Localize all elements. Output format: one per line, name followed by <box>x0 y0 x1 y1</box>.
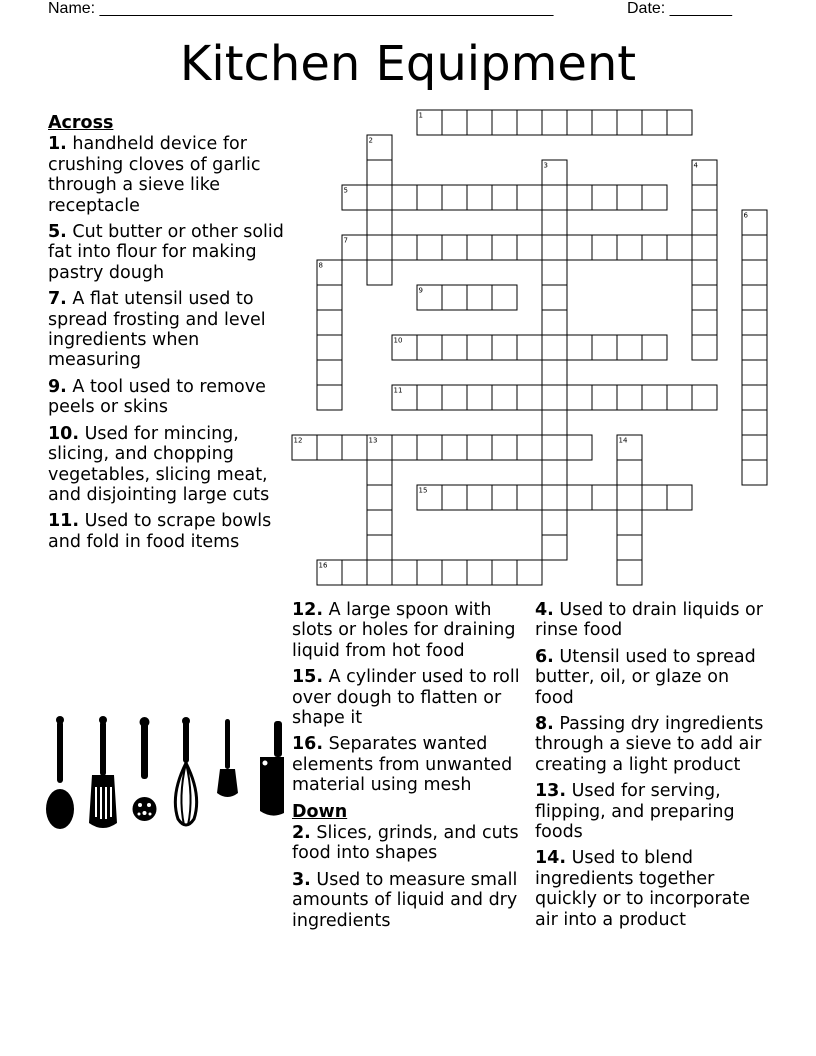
clue-text: A large spoon with slots or holes for draining liquid from hot food <box>292 600 516 661</box>
grid-cell[interactable] <box>667 110 692 135</box>
clue-text: handheld device for crushing cloves of garlic through a sieve like receptacle <box>48 134 261 216</box>
cell-number: 11 <box>393 386 403 395</box>
cell-number: 14 <box>618 436 628 445</box>
across-clue <box>48 511 284 552</box>
clue-text: A tool used to remove peels or skins <box>48 376 266 418</box>
clue-number: 4. <box>535 600 554 620</box>
across-clue <box>292 734 528 795</box>
clue-number: 1. <box>48 134 67 155</box>
grid-cell[interactable] <box>317 360 342 385</box>
grid-cell[interactable] <box>517 385 542 410</box>
cell-number: 1 <box>418 111 423 120</box>
grid-cell[interactable] <box>742 285 767 310</box>
grid-cell[interactable] <box>742 260 767 285</box>
grid-cell[interactable] <box>492 185 517 210</box>
grid-cell[interactable] <box>567 235 592 260</box>
grid-cell[interactable] <box>517 485 542 510</box>
down-clue <box>292 823 528 864</box>
cell-number: 6 <box>743 211 748 220</box>
grid-cell[interactable] <box>442 285 467 310</box>
clue-number: 12. <box>292 600 324 620</box>
grid-cell[interactable] <box>667 235 692 260</box>
page-title: Kitchen Equipment <box>179 36 637 92</box>
grid-cell[interactable] <box>642 385 667 410</box>
clue-number: 5. <box>48 222 67 243</box>
clue-number: 16. <box>292 734 324 755</box>
clue-text: Separates wanted elements from unwanted material using mesh <box>292 734 513 796</box>
clue-text: Used to scrape bowls and fold in food items <box>48 511 272 552</box>
grid-cell[interactable] <box>742 410 767 435</box>
grid-cell[interactable] <box>467 335 492 360</box>
grid-cell[interactable] <box>692 335 717 360</box>
grid-cell[interactable] <box>317 435 342 460</box>
grid-cell[interactable] <box>442 560 467 585</box>
cell-number: 7 <box>343 236 348 245</box>
grid-cell[interactable] <box>442 435 467 460</box>
grid-cell[interactable] <box>542 460 567 485</box>
grid-cell[interactable] <box>517 435 542 460</box>
spatula-icon <box>217 719 238 797</box>
grid-cell[interactable] <box>442 110 467 135</box>
across-clues <box>48 113 284 558</box>
slotted-spoon-icon <box>133 717 157 821</box>
grid-cell[interactable] <box>742 360 767 385</box>
grid-cell[interactable] <box>492 235 517 260</box>
grid-cell[interactable] <box>342 435 367 460</box>
grid-cell[interactable] <box>617 535 642 560</box>
grid-cell[interactable] <box>617 510 642 535</box>
grid-cell[interactable] <box>542 210 567 235</box>
clue-text: A flat utensil used to spread frosting and level ingredients when measuring <box>48 289 266 371</box>
grid-cell[interactable] <box>642 335 667 360</box>
grid-cell[interactable] <box>467 110 492 135</box>
grid-cell[interactable] <box>617 460 642 485</box>
grid-cell[interactable] <box>392 235 417 260</box>
clue-text: Used for mincing, slicing, and chopping vegetables, slicing meat, and disjointing large cuts <box>48 423 270 505</box>
across-clue <box>48 289 284 371</box>
grid-cell[interactable] <box>592 185 617 210</box>
grid-cell[interactable] <box>517 560 542 585</box>
grid-cell[interactable] <box>617 235 642 260</box>
clue-text: Utensil used to spread butter, oil, or glaze on food <box>535 646 756 708</box>
cell-number: 2 <box>368 136 373 145</box>
grid-cell[interactable] <box>742 310 767 335</box>
grid-cell[interactable] <box>542 385 567 410</box>
grid-cell[interactable] <box>492 385 517 410</box>
grid-cell[interactable] <box>467 485 492 510</box>
grid-cell[interactable] <box>367 510 392 535</box>
grid-cell[interactable] <box>742 385 767 410</box>
cell-number: 10 <box>393 336 403 345</box>
clue-text: Slices, grinds, and cuts food into shapes <box>292 823 519 864</box>
clue-number: 6. <box>535 646 554 667</box>
cell-number: 16 <box>318 561 328 570</box>
slotted-turner-icon <box>89 716 117 828</box>
down-clue <box>535 600 771 641</box>
grid-cell[interactable] <box>367 485 392 510</box>
grid-cell[interactable] <box>617 560 642 585</box>
grid-cell[interactable] <box>367 260 392 285</box>
grid-cell[interactable] <box>467 185 492 210</box>
grid-cell[interactable] <box>517 110 542 135</box>
grid-cell[interactable] <box>692 385 717 410</box>
grid-cell[interactable] <box>642 235 667 260</box>
grid-cell[interactable] <box>617 185 642 210</box>
down-heading: Down <box>292 801 348 822</box>
down-clue <box>535 781 771 842</box>
grid-cell[interactable] <box>542 435 567 460</box>
across-clue <box>48 377 284 418</box>
grid-cell[interactable] <box>417 385 442 410</box>
grid-cell[interactable] <box>442 385 467 410</box>
clue-number: 11. <box>48 511 80 532</box>
clue-number: 10. <box>48 423 80 444</box>
grid-cell[interactable] <box>542 335 567 360</box>
grid-cell[interactable] <box>742 435 767 460</box>
grid-cell[interactable] <box>692 235 717 260</box>
grid-cell[interactable] <box>542 110 567 135</box>
cell-number: 15 <box>418 486 428 495</box>
whisk-icon <box>175 717 196 825</box>
grid-cell[interactable] <box>542 510 567 535</box>
grid-cell[interactable] <box>467 385 492 410</box>
grid-cell[interactable] <box>392 435 417 460</box>
grid-cell[interactable] <box>542 485 567 510</box>
grid-cell[interactable] <box>367 460 392 485</box>
grid-cell[interactable] <box>367 185 392 210</box>
clue-text: Used for serving, flipping, and preparing foods <box>535 781 735 843</box>
grid-cell[interactable] <box>467 435 492 460</box>
grid-cell[interactable] <box>567 335 592 360</box>
grid-cell[interactable] <box>742 235 767 260</box>
grid-cell[interactable] <box>692 260 717 285</box>
grid-cell[interactable] <box>592 385 617 410</box>
ladle-icon <box>46 716 74 829</box>
cleaver-icon <box>260 721 284 816</box>
grid-cell[interactable] <box>592 235 617 260</box>
grid-cell[interactable] <box>567 435 592 460</box>
grid-cell[interactable] <box>317 285 342 310</box>
grid-cell[interactable] <box>692 285 717 310</box>
grid-cell[interactable] <box>517 335 542 360</box>
grid-cell[interactable] <box>492 485 517 510</box>
grid-cell[interactable] <box>542 260 567 285</box>
clue-number: 9. <box>48 376 67 397</box>
grid-cell[interactable] <box>542 185 567 210</box>
cell-number: 4 <box>693 161 698 170</box>
grid-cell[interactable] <box>567 485 592 510</box>
grid-cell[interactable] <box>567 385 592 410</box>
grid-cell[interactable] <box>517 185 542 210</box>
grid-cell[interactable] <box>667 385 692 410</box>
grid-cell[interactable] <box>492 335 517 360</box>
down-clue <box>535 714 771 775</box>
grid-cell[interactable] <box>542 410 567 435</box>
grid-cell[interactable] <box>367 535 392 560</box>
grid-cell[interactable] <box>417 335 442 360</box>
down-clues-continued <box>535 600 771 936</box>
grid-cell[interactable] <box>442 235 467 260</box>
across-clue <box>48 424 284 506</box>
grid-cell[interactable] <box>392 560 417 585</box>
grid-cell[interactable] <box>542 360 567 385</box>
across-clue <box>48 134 284 216</box>
clue-text: Cut butter or other solid fat into flour for making pastry dough <box>48 222 284 283</box>
grid-cell[interactable] <box>742 460 767 485</box>
clue-text: A cylinder used to roll over dough to flatten or shape it <box>292 667 520 729</box>
grid-cell[interactable] <box>692 310 717 335</box>
grid-cell[interactable] <box>642 185 667 210</box>
down-clue <box>535 647 771 708</box>
grid-cell[interactable] <box>467 560 492 585</box>
clue-text: Used to drain liquids or rinse food <box>535 600 763 641</box>
grid-cell[interactable] <box>467 285 492 310</box>
clue-number: 2. <box>292 823 311 844</box>
grid-cell[interactable] <box>692 185 717 210</box>
cell-number: 8 <box>318 261 323 270</box>
grid-cell[interactable] <box>317 335 342 360</box>
grid-cell[interactable] <box>592 110 617 135</box>
grid-cell[interactable] <box>542 235 567 260</box>
clue-text: Used to measure small amounts of liquid and dry ingredients <box>292 869 518 931</box>
clue-text: Passing dry ingredients through a sieve to add air creating a light product <box>535 714 764 775</box>
grid-cell[interactable] <box>392 185 417 210</box>
grid-cell[interactable] <box>567 110 592 135</box>
grid-cell[interactable] <box>592 335 617 360</box>
grid-cell[interactable] <box>542 310 567 335</box>
grid-cell[interactable] <box>442 335 467 360</box>
clue-number: 8. <box>535 714 554 735</box>
clue-number: 15. <box>292 667 324 688</box>
grid-cell[interactable] <box>492 560 517 585</box>
cell-number: 9 <box>418 286 423 295</box>
date-field: Date: _______ <box>627 0 732 17</box>
grid-cell[interactable] <box>367 560 392 585</box>
cell-number: 5 <box>343 186 348 195</box>
clue-text: Used to blend ingredients together quickly or to incorporate air into a product <box>535 848 751 930</box>
grid-cell[interactable] <box>417 185 442 210</box>
clue-number: 13. <box>535 781 567 802</box>
grid-cell[interactable] <box>492 285 517 310</box>
grid-cell[interactable] <box>517 235 542 260</box>
utensils-illustration <box>40 715 290 835</box>
across-clue <box>292 600 528 661</box>
cell-number: 12 <box>293 436 303 445</box>
clue-number: 7. <box>48 289 67 310</box>
down-clue <box>292 870 528 931</box>
grid-cell[interactable] <box>467 235 492 260</box>
grid-cell[interactable] <box>317 310 342 335</box>
grid-cell[interactable] <box>617 110 642 135</box>
grid-cell[interactable] <box>417 235 442 260</box>
grid-cell[interactable] <box>342 560 367 585</box>
across-clues-continued <box>292 600 528 937</box>
grid-cell[interactable] <box>667 485 692 510</box>
clue-number: 14. <box>535 848 567 869</box>
down-clue <box>535 848 771 930</box>
grid-cell[interactable] <box>442 185 467 210</box>
across-clue <box>48 222 284 283</box>
grid-cell[interactable] <box>367 210 392 235</box>
grid-cell[interactable] <box>692 210 717 235</box>
grid-cell[interactable] <box>642 485 667 510</box>
grid-cell[interactable] <box>642 110 667 135</box>
cell-number: 3 <box>543 161 548 170</box>
grid-cell[interactable] <box>742 335 767 360</box>
grid-cell[interactable] <box>442 485 467 510</box>
cell-number: 13 <box>368 436 378 445</box>
grid-cell[interactable] <box>542 285 567 310</box>
grid-cell[interactable] <box>417 435 442 460</box>
name-field: Name: ___________________________________________________ <box>48 0 554 17</box>
grid-cell[interactable] <box>592 485 617 510</box>
grid-cell[interactable] <box>317 385 342 410</box>
grid-cell[interactable] <box>417 560 442 585</box>
across-clue <box>292 667 528 728</box>
grid-cell[interactable] <box>567 185 592 210</box>
grid-cell[interactable] <box>617 485 642 510</box>
grid-cell[interactable] <box>492 435 517 460</box>
grid-cell[interactable] <box>367 160 392 185</box>
grid-cell[interactable] <box>367 235 392 260</box>
grid-cell[interactable] <box>492 110 517 135</box>
clue-number: 3. <box>292 869 311 890</box>
grid-cell[interactable] <box>617 385 642 410</box>
grid-cell[interactable] <box>542 535 567 560</box>
across-heading: Across <box>48 113 114 133</box>
grid-cell[interactable] <box>617 335 642 360</box>
